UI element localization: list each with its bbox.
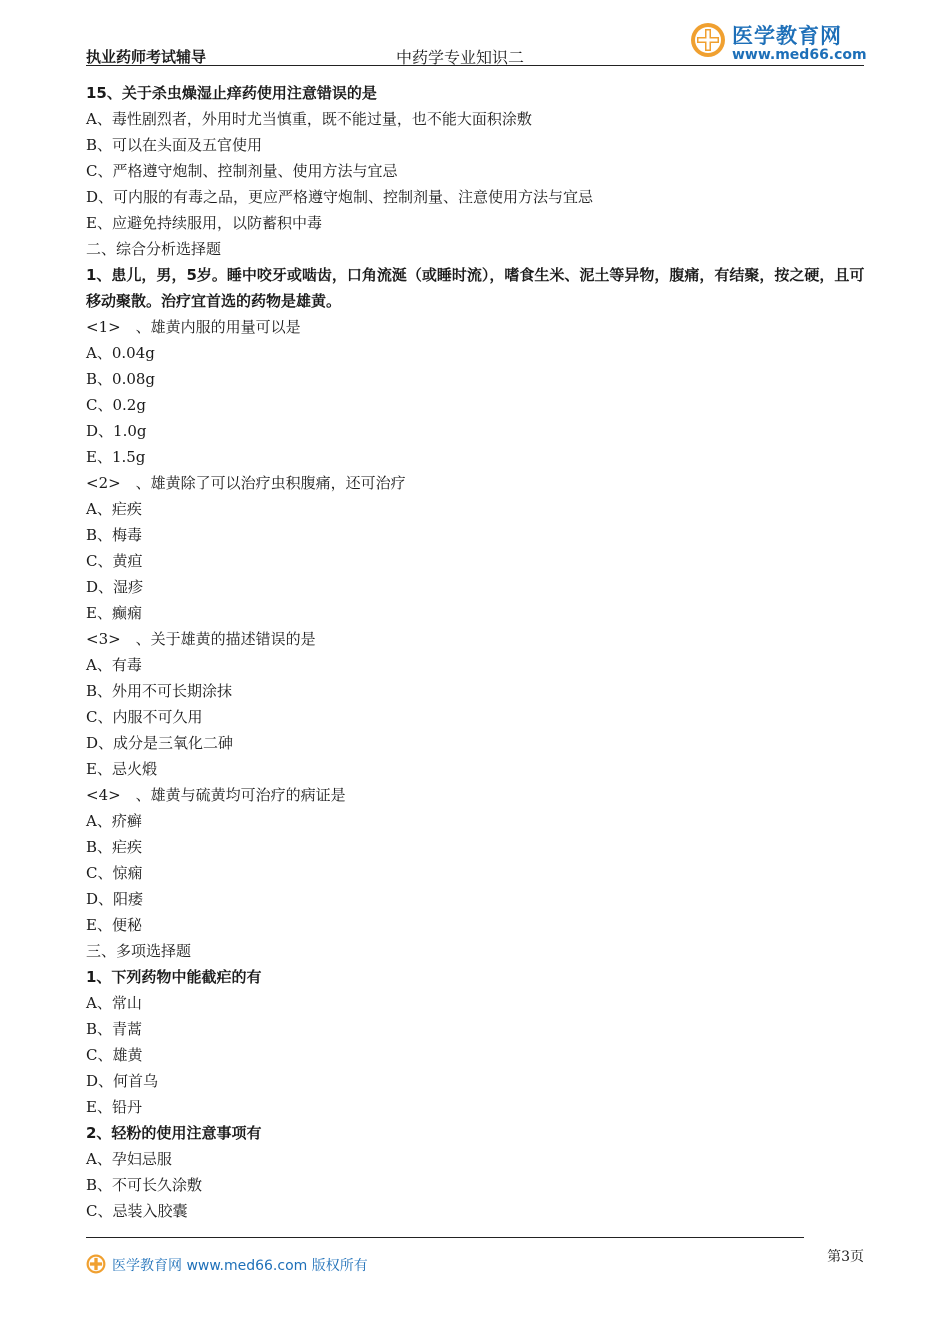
text-line: 三、多项选择题: [86, 942, 192, 960]
logo-site-url: www.med66.com: [732, 47, 867, 63]
site-logo[interactable]: [684, 18, 867, 66]
medical-cross-icon: [690, 22, 726, 58]
text-line: D、1.0g: [86, 422, 147, 440]
text-line: B、梅毒: [86, 526, 143, 544]
text-line: C、内服不可久用: [86, 708, 203, 726]
text-line: A、孕妇忌服: [86, 1150, 172, 1168]
text-line: E、1.5g: [86, 448, 146, 466]
page-footer: [86, 1249, 864, 1278]
question-stem: 15、关于杀虫燥湿止痒药使用注意错误的是: [86, 84, 377, 102]
text-line: A、0.04g: [86, 344, 155, 362]
text-line: 二、综合分析选择题: [86, 240, 222, 258]
footer-divider: [86, 1237, 804, 1238]
text-line: C、雄黄: [86, 1046, 143, 1064]
text-line: A、疟疾: [86, 500, 142, 518]
text-line: B、疟疾: [86, 838, 143, 856]
footer-copyright: 医学教育网 www.med66.com 版权所有: [112, 1258, 368, 1274]
page-header: [86, 18, 867, 67]
header-divider: [86, 65, 864, 66]
text-line: A、常山: [86, 994, 142, 1012]
text-line: E、癫痫: [86, 604, 142, 622]
page-number: 第3页: [827, 1249, 864, 1265]
text-line: <4> 、雄黄与硫黄均可治疗的病证是: [86, 786, 346, 804]
question-stem: 1、下列药物中能截疟的有: [86, 968, 262, 986]
text-line: <3> 、关于雄黄的描述错误的是: [86, 630, 316, 648]
text-line: E、铅丹: [86, 1098, 142, 1116]
text-line: A、疥癣: [86, 812, 142, 830]
text-line: D、何首乌: [86, 1072, 159, 1090]
question-stem: 2、轻粉的使用注意事项有: [86, 1124, 262, 1142]
text-line: E、应避免持续服用，以防蓄积中毒: [86, 214, 322, 232]
text-line: D、阳痿: [86, 890, 144, 908]
medical-cross-icon: [86, 1254, 106, 1274]
text-line: A、毒性剧烈者，外用时尤当慎重，既不能过量，也不能大面积涂敷: [86, 110, 532, 128]
text-line: B、不可长久涂敷: [86, 1176, 203, 1194]
text-line: B、0.08g: [86, 370, 156, 388]
text-line: <1> 、雄黄内服的用量可以是: [86, 318, 301, 336]
text-line: C、严格遵守炮制、控制剂量、使用方法与宜忌: [86, 162, 398, 180]
logo-site-name: 医学教育网: [732, 24, 842, 48]
text-line: C、黄疸: [86, 552, 143, 570]
header-subject-title: 中药学专业知识二: [396, 48, 525, 67]
text-line: D、湿疹: [86, 578, 144, 596]
text-line: E、便秘: [86, 916, 142, 934]
text-line: C、惊痫: [86, 864, 143, 882]
text-line: <2> 、雄黄除了可以治疗虫积腹痛，还可治疗: [86, 474, 406, 492]
exam-content: [86, 80, 876, 1224]
text-line: B、可以在头面及五官使用: [86, 136, 263, 154]
text-line: B、外用不可长期涂抹: [86, 682, 233, 700]
text-line: C、0.2g: [86, 396, 146, 414]
question-stem: 1、患儿，男，5岁。睡中咬牙或啮齿，口角流涎（或睡时流），嗜食生米、泥土等异物，腹痛，有结聚，按之硬，且可移动聚散。治疗宜首选的药物是雄黄。: [86, 266, 865, 310]
text-line: E、忌火煅: [86, 760, 157, 778]
text-line: C、忌装入胶囊: [86, 1202, 188, 1220]
header-course-title: 执业药师考试辅导: [86, 48, 207, 66]
text-line: D、可内服的有毒之品，更应严格遵守炮制、控制剂量、注意使用方法与宜忌: [86, 188, 594, 206]
text-line: B、青蒿: [86, 1020, 143, 1038]
text-line: D、成分是三氧化二砷: [86, 734, 234, 752]
text-line: A、有毒: [86, 656, 142, 674]
